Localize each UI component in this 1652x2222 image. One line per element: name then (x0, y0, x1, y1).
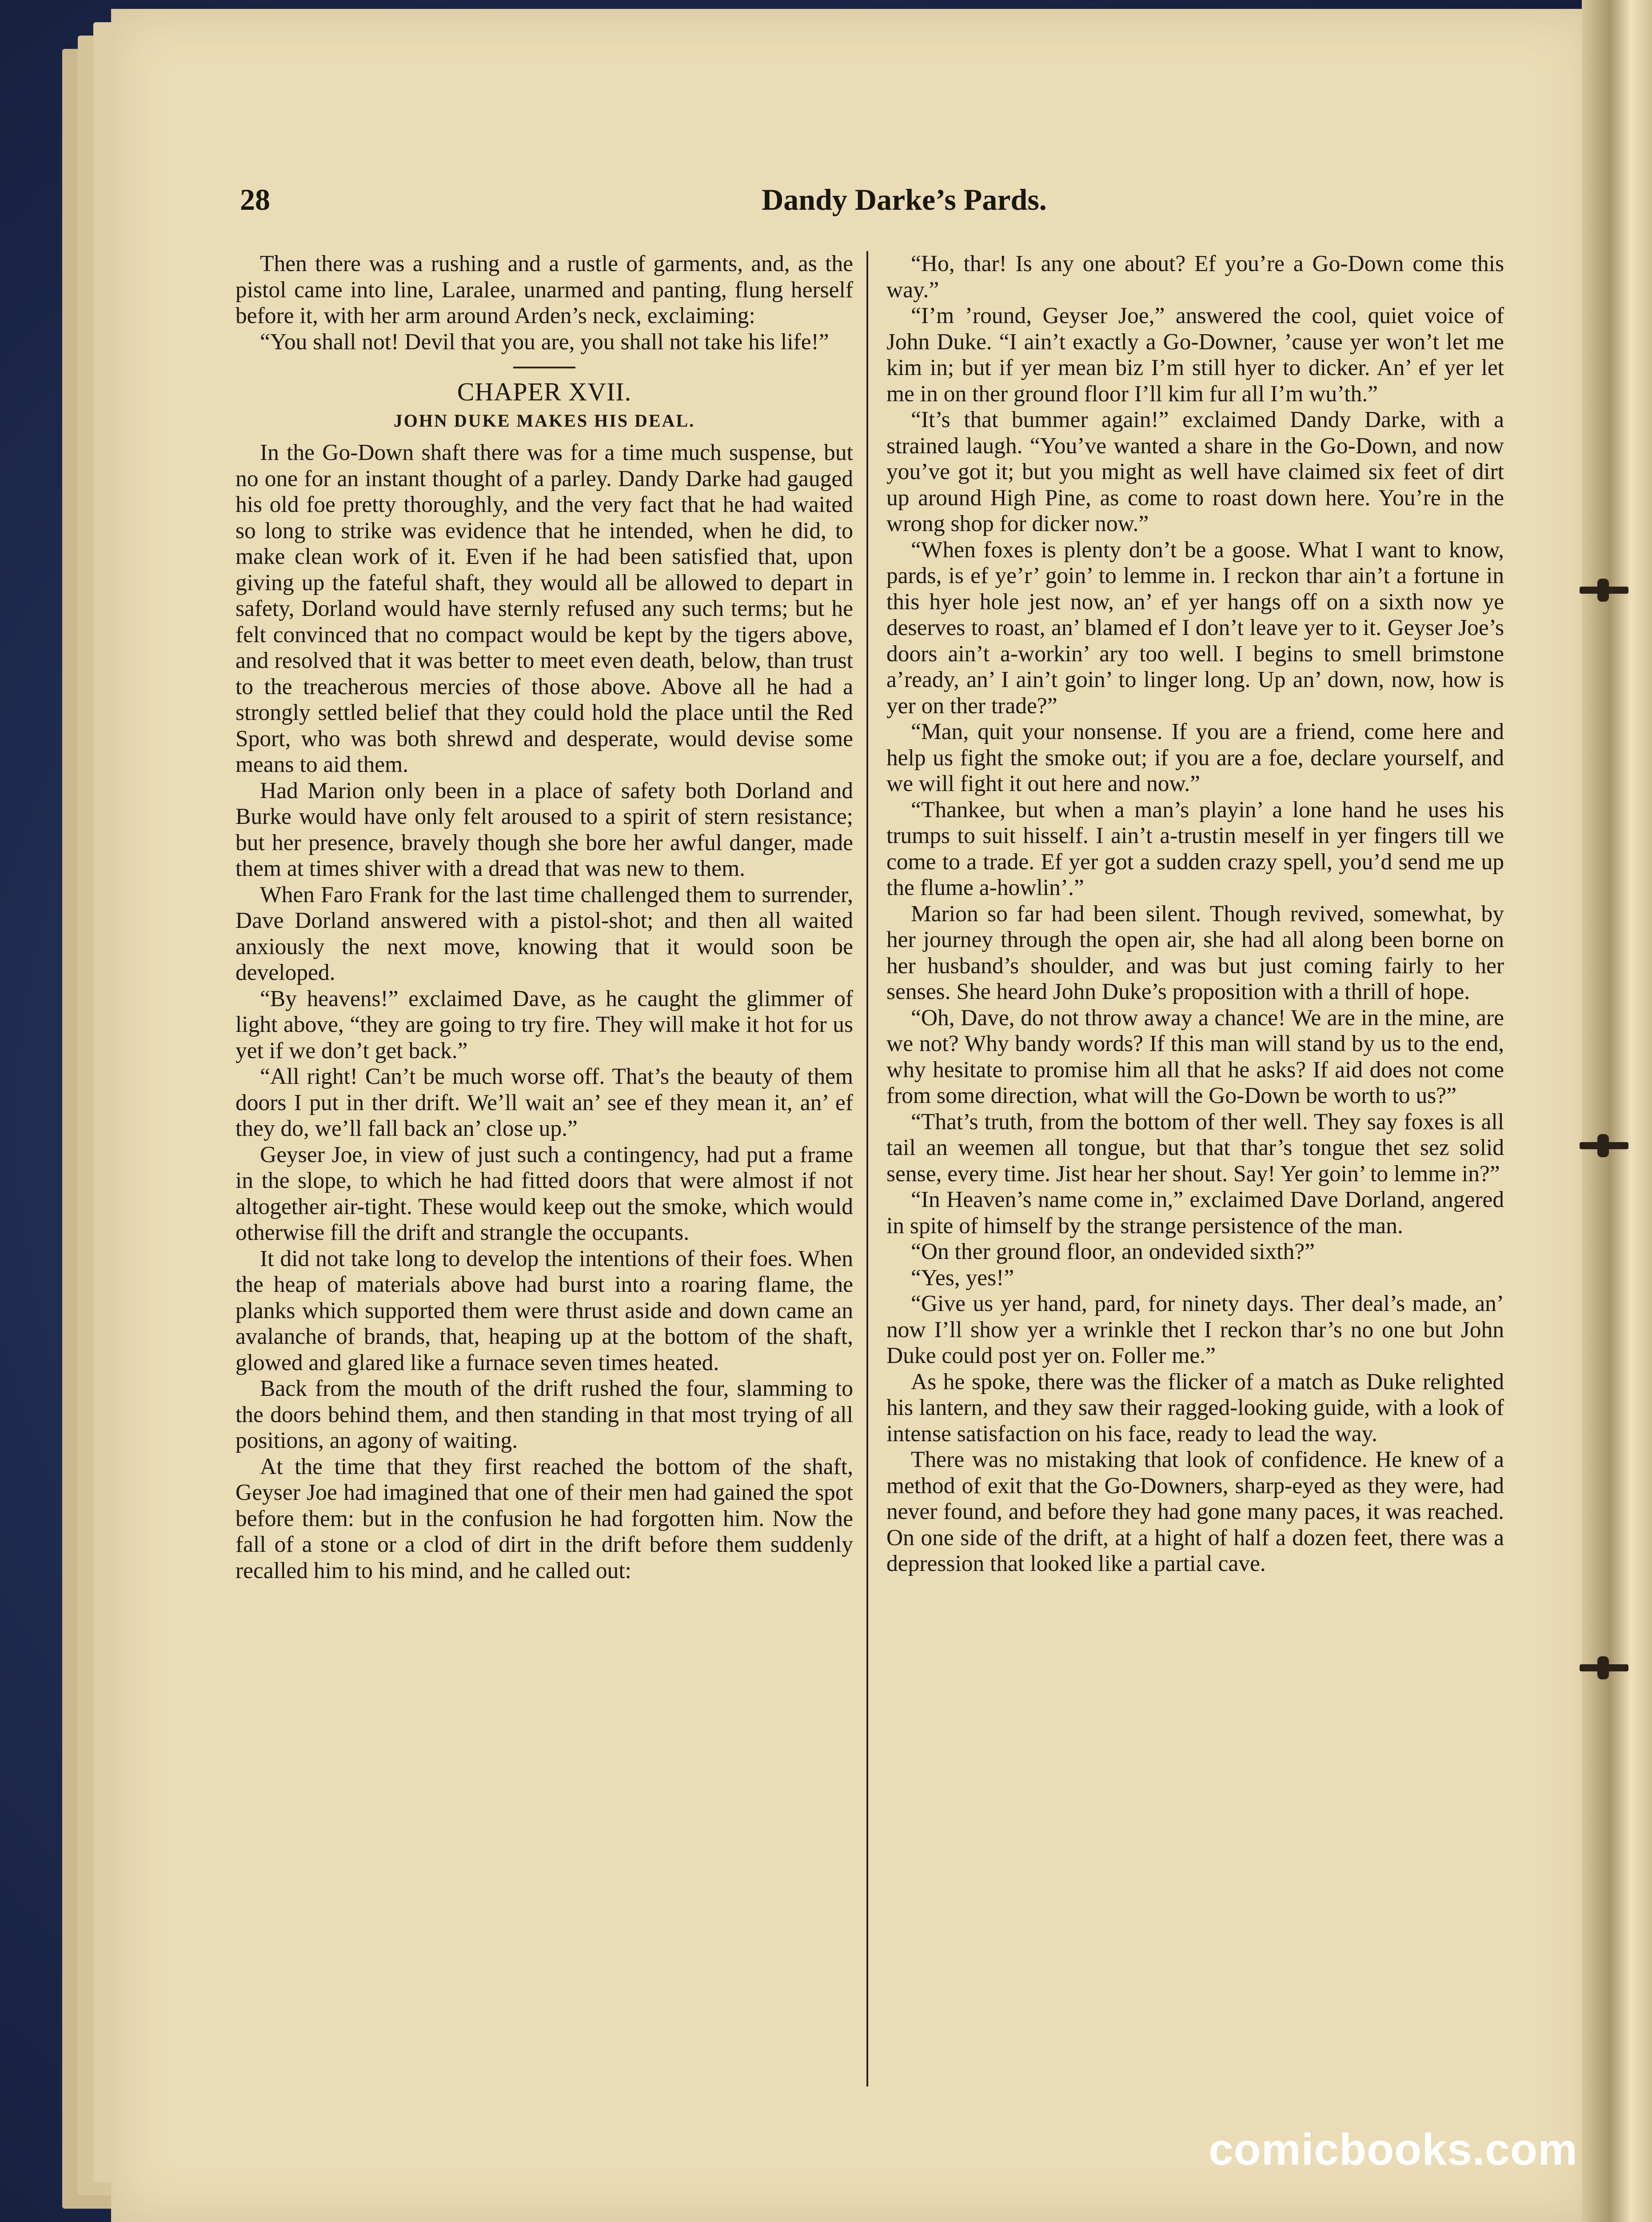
paragraph: “I’m ’round, Geyser Joe,” answered the cool, quiet voice of John Duke. “I ain’t exactly a Go-Downer, ’cause yer won’t let me kim in; but if yer mean biz I’m still hyer to dicker. An’ ef yer let me in on ther ground floor I’ll kim fur all I’m wu’th.” (886, 303, 1504, 407)
right-column (886, 251, 1504, 1577)
paragraph: “Thankee, but when a man’s playin’ a lone hand he uses his trumps to suit hisself. I ain’t a-trustin meself in yer fingers till we come to a trade. Ef yer got a sudden crazy spell, you’d send me up the flume a-howlin’.” (886, 797, 1504, 900)
paragraph: “All right! Can’t be much worse off. That’s the beauty of them doors I put in ther drift. We’ll wait an’ see ef they mean it, an’ ef they do, we’ll fall back an’ close up.” (235, 1064, 853, 1141)
page-number: 28 (240, 183, 270, 216)
binding-stitch (1580, 1142, 1628, 1149)
paragraph: “Man, quit your nonsense. If you are a friend, come here and help us fight the smoke out; if you are a foe, declare yourself, and we will fight it out here and now.” (886, 719, 1504, 796)
book-gutter (1582, 0, 1652, 2222)
site-watermark: comicbooks.com (1209, 2125, 1578, 2174)
binding-stitch (1580, 587, 1628, 594)
paragraph: “Oh, Dave, do not throw away a chance! We are in the mine, are we not? Why bandy words? If this man will stand by us to the end, why hesitate to promise him all that he asks? If aid does not come from some direction, what will the Go-Down be worth to us?” (886, 1005, 1504, 1108)
paragraph: “By heavens!” exclaimed Dave, as he caught the glimmer of light above, “they are going to try fire. They will make it hot for us yet if we don’t get back.” (235, 986, 853, 1063)
paragraph: Then there was a rushing and a rustle of garments, and, as the pistol came into line, Laralee, unarmed and panting, flung herself before it, with her arm around Arden’s neck, exclaiming: (235, 251, 853, 328)
paragraph: “It’s that bummer again!” exclaimed Dandy Darke, with a strained laugh. “You’ve wanted a share in the Go-Down, and now you’ve got it; but you might as well have claimed six feet of dirt up around High Pine, as come to roast down here. You’re in the wrong shop for dicker now.” (886, 407, 1504, 536)
paragraph: In the Go-Down shaft there was for a time much suspense, but no one for an instant thought of a parley. Dandy Darke had gauged his old foe pretty thoroughly, and the very fact that he had waited so long to strike was evidence that he intended, when he did, to make clean work of it. Even if he had been satisfied that, upon giving up the fateful shaft, they would all be allowed to depart in safety, Dorland would have sternly refused any such terms; but he felt convinced that no compact would be kept by the tigers above, and resolved that it was better to meet even death, below, than trust to the treacherous mercies of those above. Above all he had a strongly settled belief that they could hold the place until the Red Sport, who was both shrewd and desperate, would devise some means to aid them. (235, 440, 853, 777)
paragraph: It did not take long to develop the intentions of their foes. When the heap of materials above had burst into a roaring flame, the planks which supported them were thrust aside and down came an avalanche of brands, that, heaping up at the bottom of the shaft, glowed and glared like a furnace seven times heated. (235, 1246, 853, 1375)
binding-stitch (1580, 1664, 1628, 1671)
paragraph: “On ther ground floor, an ondevided sixth?” (911, 1239, 1315, 1264)
paragraph: “Yes, yes!” (911, 1265, 1014, 1291)
paragraph: Geyser Joe, in view of just such a contingency, had put a frame in the slope, to which he had fitted doors that were almost if not altogether air-tight. These would keep out the smoke, which would otherwise fill the drift and strangle the occupants. (235, 1142, 853, 1245)
paragraph: When Faro Frank for the last time challenged them to surrender, Dave Dorland answered with a pistol-shot; and then all waited anxiously the next move, knowing that it would soon be developed. (235, 882, 853, 985)
paragraph: “You shall not! Devil that you are, you shall not take his life!” (260, 329, 829, 355)
paragraph: “When foxes is plenty don’t be a goose. What I want to know, pards, is ef ye’r’ goin’ to lemme in. I reckon thar ain’t a fortune in this hyer hole jest now, an’ ef yer hangs off on a sixth now ye deserves to roast, an’ blamed ef I don’t leave yer to it. Geyser Joe’s doors ain’t a-workin’ ary too well. I begins to smell brimstone a’ready, an’ I ain’t goin’ to linger long. Up an’ down, now, how is yer on ther trade?” (886, 537, 1504, 719)
column-divider (866, 251, 868, 2086)
chapter-subtitle: JOHN DUKE MAKES HIS DEAL. (393, 410, 695, 431)
paragraph: Back from the mouth of the drift rushed the four, slamming to the doors behind them, and then standing in that most trying of all positions, an agony of waiting. (235, 1376, 853, 1453)
left-column (235, 251, 853, 1584)
section-rule (513, 367, 575, 368)
paragraph: At the time that they first reached the bottom of the shaft, Geyser Joe had imagined that one of their men had gained the spot before them: but in the confusion he had forgotten him. Now the fall of a stone or a clod of dirt in the drift before them suddenly recalled him to his mind, and he called out: (235, 1454, 853, 1583)
running-title: Dandy Darke’s Pards. (762, 183, 1047, 216)
paragraph: “Give us yer hand, pard, for ninety days. Ther deal’s made, an’ now I’ll show yer a wrinkle thet I reckon thar’s no one but John Duke could post yer on. Foller me.” (886, 1291, 1504, 1368)
paragraph: “Ho, thar! Is any one about? Ef you’re a Go-Down come this way.” (886, 251, 1504, 303)
paragraph: Marion so far had been silent. Though revived, somewhat, by her journey through the open air, she had all along been borne on her husband’s shoulder, and was but just coming fairly to her senses. She heard John Duke’s proposition with a thrill of hope. (886, 901, 1504, 1004)
page-header (240, 178, 1568, 236)
paragraph: “That’s truth, from the bottom of ther well. They say foxes is all tail an weemen all tongue, but that thar’s tongue thet sez solid sense, every time. Jist hear her shout. Say! Yer goin’ to lemme in?” (886, 1109, 1504, 1187)
paragraph: As he spoke, there was the flicker of a match as Duke relighted his lantern, and they saw their ragged-looking guide, with a look of intense satisfaction on his face, ready to lead the way. (886, 1369, 1504, 1447)
chapter-heading: CHAPER XVII. (457, 377, 632, 406)
paragraph: Had Marion only been in a place of safety both Dorland and Burke would have only felt aroused to a spirit of stern resistance; but her presence, bravely though she bore her awful danger, made them at times shiver with a dread that was new to them. (235, 778, 853, 881)
paragraph: There was no mistaking that look of confidence. He knew of a method of exit that the Go-Downers, sharp-eyed as they were, had never found, and before they had gone many paces, it was reached. On one side of the drift, at a hight of half a dozen feet, there was a depression that looked like a partial cave. (886, 1447, 1504, 1576)
paragraph: “In Heaven’s name come in,” exclaimed Dave Dorland, angered in spite of himself by the strange persistence of the man. (886, 1187, 1504, 1239)
